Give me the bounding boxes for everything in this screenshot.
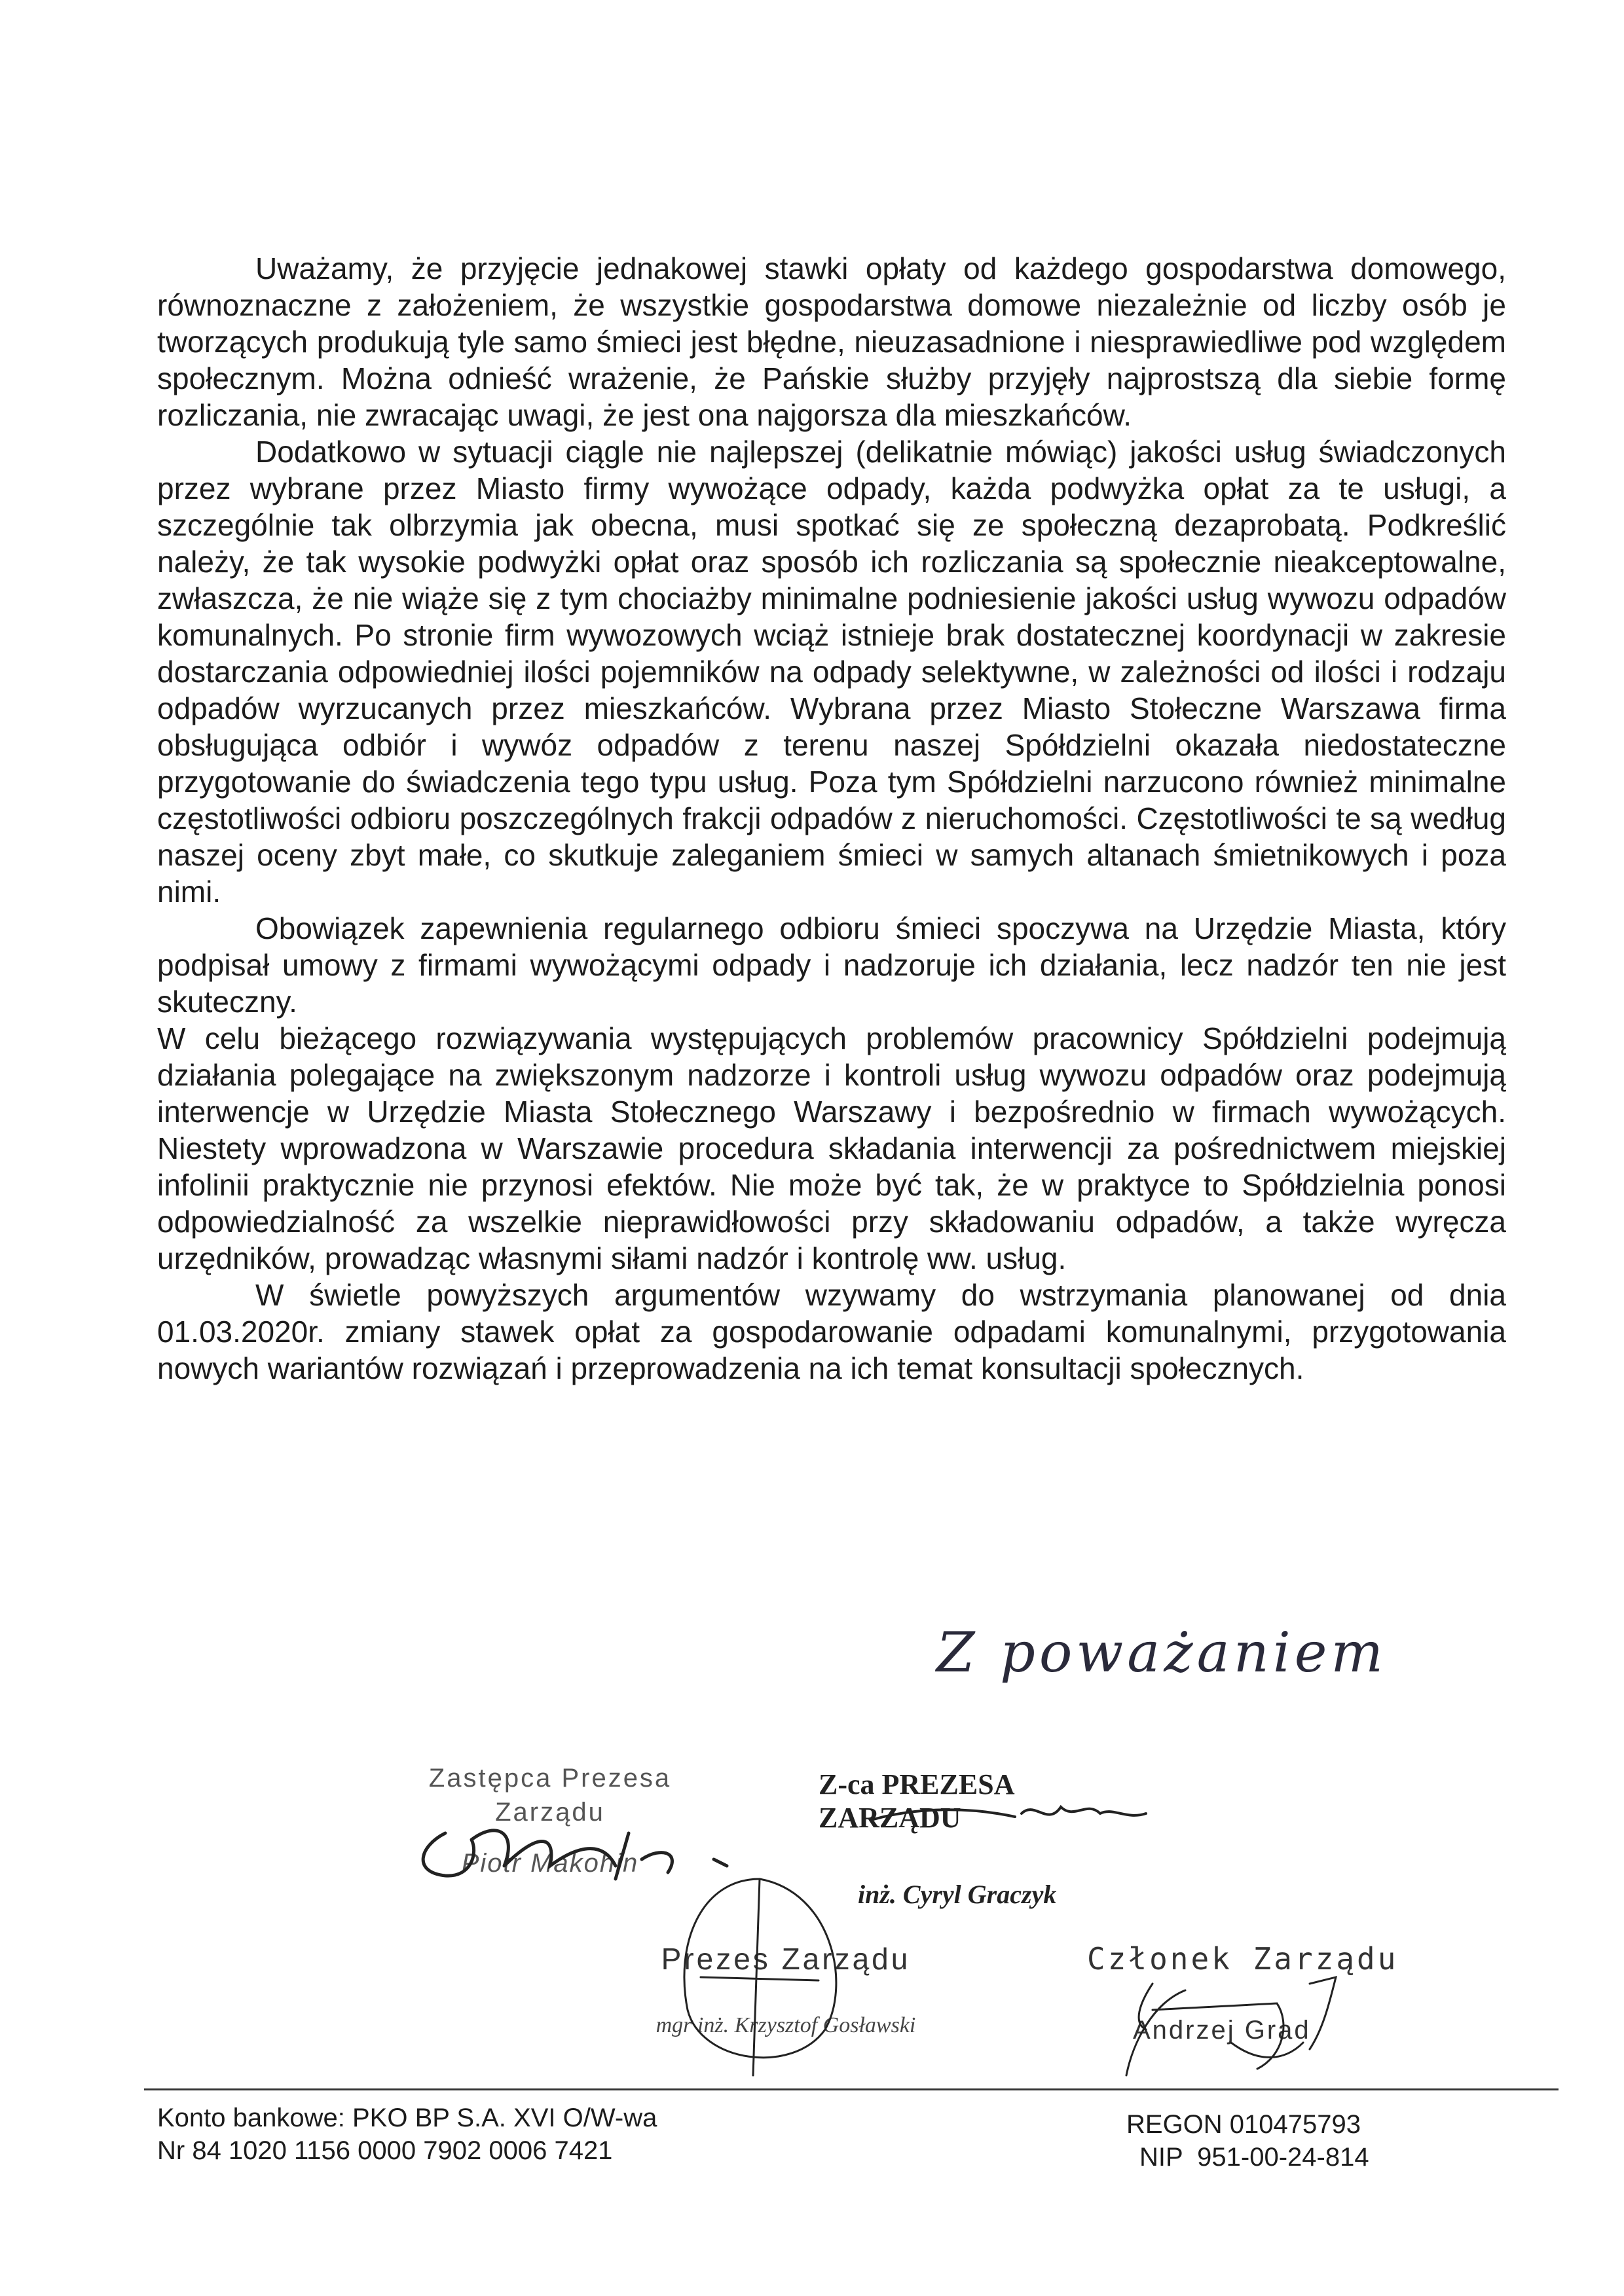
paragraph-2: Dodatkowo w sytuacji ciągle nie najlepszej (delikatnie mówiąc) jakości usług świadczonych przez wybrane przez Miasto firmy wywożące odpady, każda podwyżka opłat za te usługi, a szczególnie tak olbrzymia jak obecna, musi spotkać się ze społeczną dezaprobatą. Podkreślić należy, że tak wysokie podwyżki opłat oraz sposób ich rozliczania są społecznie nieakceptowalne, zwłaszcza, że nie wiąże się z tym chociażby minimalne podniesienie jakości usług wywozu odpadów komunalnych. Po stronie firm wywozowych wciąż istnieje brak dostatecznej koordynacji w zakresie dostarczania odpowiedniej ilości pojemników na odpady selektywne, w zależności od ilości i rodzaju odpadów wyrzucanych przez mieszkańców. Wybrana przez Miasto Stołeczne Warszawa firma obsługująca odbiór i wywóz odpadów z terenu naszej Spółdzielni okazała niedostateczne przygotowanie do świadczenia tego typu usług. Poza tym Spółdzielni narzucono również minimalne częstotliwości odbioru poszczególnych frakcji odpadów z nieruchomości. Częstotliwości te są według naszej oceny zbyt małe, co skutkuje zaleganiem śmieci w samych altanach śmietnikowych i poza nimi.	[157, 435, 1506, 909]
closing-salutation: Z poważaniem	[936, 1620, 1388, 1685]
member-handwritten-signature	[1113, 1964, 1362, 2088]
center-handwritten-signature	[661, 1866, 858, 2082]
member-stamp-name: Andrzej Grad	[1133, 2016, 1311, 2045]
left-stamp-name: Piotr Makohin	[461, 1849, 639, 1878]
regon-line: REGON 010475793	[1126, 2110, 1361, 2139]
right-handwritten-signature	[864, 1794, 1153, 1840]
footer-registration-info	[1126, 2108, 1369, 2174]
letter-body	[157, 250, 1506, 1387]
nip-line: NIP 951-00-24-814	[1139, 2143, 1369, 2172]
bank-number-line: Nr 84 1020 1156 0000 7902 0006 7421	[157, 2136, 613, 2165]
left-stamp-title: Zastępca Prezesa Zarządu	[428, 1764, 672, 1827]
footer-divider	[144, 2088, 1559, 2090]
right-stamp-title: Z-ca PREZESA ZARZĄDU	[819, 1768, 1014, 1834]
center-stamp-name: mgr inż. Krzysztof Gosławski	[655, 2013, 916, 2037]
paragraph-3: Obowiązek zapewnienia regularnego odbioru śmieci spoczywa na Urzędzie Miasta, który podpisał umowy z firmami wywożącymi odpady i nadzoruje ich działania, lecz nadzór ten nie jest skuteczny.	[157, 911, 1506, 1019]
paragraph-1: Uważamy, że przyjęcie jednakowej stawki opłaty od każdego gospodarstwa domowego, równoznaczne z założeniem, że wszystkie gospodarstwa domowe niezależnie od liczby osób je tworzących produkują tyle samo śmieci jest błędne, nieuzasadnione i niesprawiedliwe pod względem społecznym. Można odnieść wrażenie, że Pańskie służby przyjęły najprostszą dla siebie formę rozliczania, nie zwracając uwagi, że jest ona najgorsza dla mieszkańców.	[157, 251, 1506, 432]
member-stamp-title: Członek Zarządu	[1087, 1941, 1399, 1977]
paragraph-5: W świetle powyższych argumentów wzywamy do wstrzymania planowanej od dnia 01.03.2020r. zmiany stawek opłat za gospodarowanie odpadami komunalnymi, przygotowania nowych wariantów rozwiązań i przeprowadzenia na ich temat konsultacji społecznych.	[157, 1278, 1506, 1385]
paragraph-4: W celu bieżącego rozwiązywania występujących problemów pracownicy Spółdzielni podejmują działania polegające na zwiększonym nadzorze i kontroli usług wywozu odpadów oraz podejmują interwencje w Urzędzie Miasta Stołecznego Warszawy i bezpośrednio w firmach wywożących. Niestety wprowadzona w Warszawie procedura składania interwencji za pośrednictwem miejskiej infolinii praktycznie nie przynosi efektów. Nie może być tak, że w praktyce to Spółdzielnia ponosi odpowiedzialność za wszelkie nieprawidłowości przy składowaniu odpadów, a także wyręcza urzędników, prowadząc własnymi siłami nadzór i kontrolę ww. usług.	[157, 1021, 1506, 1275]
footer-bank-info	[157, 2102, 657, 2167]
bank-account-line: Konto bankowe: PKO BP S.A. XVI O/W-wa	[157, 2104, 657, 2132]
center-stamp-title: Prezes Zarządu	[661, 1942, 911, 1976]
right-stamp-name: inż. Cyryl Graczyk	[858, 1880, 1057, 1909]
